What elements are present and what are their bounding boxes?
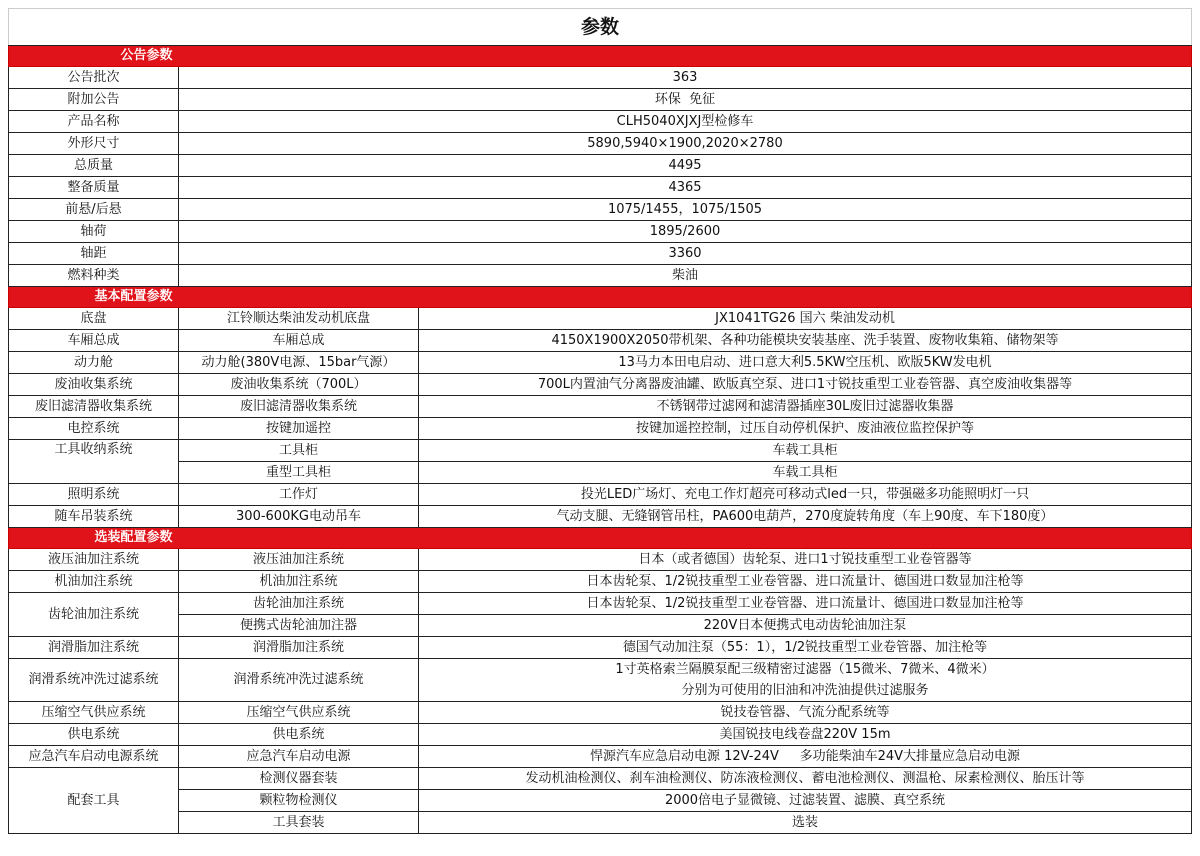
- system-cell: 齿轮油加注系统: [9, 593, 179, 637]
- table-row: [9, 746, 1192, 768]
- item-cell: 车厢总成: [179, 330, 419, 352]
- table-row: [9, 790, 1192, 812]
- desc-cell: 4150X1900X2050带机架、各种功能模块安装基座、洗手装置、废物收集箱、储物架等: [419, 330, 1192, 352]
- table-row: [9, 571, 1192, 593]
- desc-cell: 锐技卷管器、气流分配系统等: [419, 702, 1192, 724]
- item-cell: 按键加遥控: [179, 418, 419, 440]
- page-title: 参数: [9, 9, 1192, 46]
- row-label: 轴荷: [9, 221, 179, 243]
- table-row: [9, 352, 1192, 374]
- item-cell: 液压油加注系统: [179, 549, 419, 571]
- system-cell: 车厢总成: [9, 330, 179, 352]
- desc-cell: 不锈钢带过滤网和滤清器插座30L废旧过滤器收集器: [419, 396, 1192, 418]
- table-row: [9, 659, 1192, 681]
- row-label: 外形尺寸: [9, 133, 179, 155]
- table-row: [9, 615, 1192, 637]
- row-label: 公告批次: [9, 67, 179, 89]
- row-label: 总质量: [9, 155, 179, 177]
- desc-cell: 2000倍电子显微镜、过滤装置、滤膜、真空系统: [419, 790, 1192, 812]
- section-title: 公告参数: [9, 46, 179, 67]
- desc-cell: 发动机油检测仪、刹车油检测仪、防冻液检测仪、蓄电池检测仪、测温枪、尿素检测仪、胎压计等: [419, 768, 1192, 790]
- item-cell: 润滑脂加注系统: [179, 637, 419, 659]
- item-cell: 工具柜: [179, 440, 419, 462]
- system-cell: 电控系统: [9, 418, 179, 440]
- table-row: [9, 243, 1192, 265]
- row-value: 4365: [179, 177, 1192, 199]
- desc-cell: JX1041TG26 国六 柴油发动机: [419, 308, 1192, 330]
- item-cell: 江铃顺达柴油发动机底盘: [179, 308, 419, 330]
- item-cell: 便携式齿轮油加注器: [179, 615, 419, 637]
- row-value: 1075/1455，1075/1505: [179, 199, 1192, 221]
- table-row: [9, 702, 1192, 724]
- system-cell: 机油加注系统: [9, 571, 179, 593]
- row-label: 前悬/后悬: [9, 199, 179, 221]
- table-row: [9, 133, 1192, 155]
- item-cell: 应急汽车启动电源: [179, 746, 419, 768]
- table-row: [9, 111, 1192, 133]
- desc-cell: 1寸英格索兰隔膜泵配三级精密过滤器（15微米、7微米、4微米）: [419, 659, 1192, 681]
- row-value: 5890,5940×1900,2020×2780: [179, 133, 1192, 155]
- item-cell: 动力舱(380V电源、15bar气源）: [179, 352, 419, 374]
- table-row: [9, 177, 1192, 199]
- table-row: [9, 637, 1192, 659]
- table-row: [9, 89, 1192, 111]
- row-label: 产品名称: [9, 111, 179, 133]
- row-label: 整备质量: [9, 177, 179, 199]
- system-cell: 废旧滤清器收集系统: [9, 396, 179, 418]
- table-row: [9, 593, 1192, 615]
- title-row: [9, 9, 1192, 46]
- section-title: 选装配置参数: [9, 528, 179, 549]
- desc-cell: 投光LED广场灯、充电工作灯超亮可移动式led一只，带强磁多功能照明灯一只: [419, 484, 1192, 506]
- table-row: [9, 724, 1192, 746]
- table-row: [9, 768, 1192, 790]
- row-label: 燃料种类: [9, 265, 179, 287]
- desc-cell: 日本（或者德国）齿轮泵、进口1寸锐技重型工业卷管器等: [419, 549, 1192, 571]
- table-row: [9, 265, 1192, 287]
- desc-cell: 车载工具柜: [419, 440, 1192, 462]
- row-value: 3360: [179, 243, 1192, 265]
- desc-cell: 分别为可使用的旧油和冲洗油提供过滤服务: [419, 680, 1192, 702]
- table-row: [9, 549, 1192, 571]
- item-cell: 供电系统: [179, 724, 419, 746]
- desc-cell: 13马力本田电启动、进口意大利5.5KW空压机、欧版5KW发电机: [419, 352, 1192, 374]
- desc-cell: 日本齿轮泵、1/2锐技重型工业卷管器、进口流量计、德国进口数显加注枪等: [419, 593, 1192, 615]
- desc-cell: 气动支腿、无缝钢管吊柱，PA600电葫芦，270度旋转角度（车上90度、车下180度）: [419, 506, 1192, 528]
- row-label: 附加公告: [9, 89, 179, 111]
- desc-cell: 车载工具柜: [419, 462, 1192, 484]
- system-cell: 底盘: [9, 308, 179, 330]
- table-row: [9, 199, 1192, 221]
- item-cell: 润滑系统冲洗过滤系统: [179, 659, 419, 702]
- desc-cell: 220V日本便携式电动齿轮油加注泵: [419, 615, 1192, 637]
- row-value: 1895/2600: [179, 221, 1192, 243]
- desc-cell: 日本齿轮泵、1/2锐技重型工业卷管器、进口流量计、德国进口数显加注枪等: [419, 571, 1192, 593]
- item-cell: 废油收集系统（700L）: [179, 374, 419, 396]
- table-row: [9, 418, 1192, 440]
- desc-cell: 700L内置油气分离器废油罐、欧版真空泵、进口1寸锐技重型工业卷管器、真空废油收集器等: [419, 374, 1192, 396]
- section-header-basic: [9, 287, 1192, 308]
- desc-cell: 按键加遥控控制，过压自动停机保护、废油液位监控保护等: [419, 418, 1192, 440]
- desc-cell: 悍源汽车应急启动电源 12V-24V 多功能柴油车24V大排量应急启动电源: [419, 746, 1192, 768]
- system-cell: 工具收纳系统: [9, 440, 179, 484]
- item-cell: 废旧滤清器收集系统: [179, 396, 419, 418]
- table-row: [9, 462, 1192, 484]
- item-cell: 检测仪器套装: [179, 768, 419, 790]
- table-row: [9, 330, 1192, 352]
- system-cell: 废油收集系统: [9, 374, 179, 396]
- item-cell: 机油加注系统: [179, 571, 419, 593]
- item-cell: 300-600KG电动吊车: [179, 506, 419, 528]
- table-row: [9, 374, 1192, 396]
- row-label: 轴距: [9, 243, 179, 265]
- system-cell: 液压油加注系统: [9, 549, 179, 571]
- table-row: [9, 396, 1192, 418]
- table-row: [9, 155, 1192, 177]
- item-cell: 重型工具柜: [179, 462, 419, 484]
- table-row: [9, 67, 1192, 89]
- table-row: [9, 506, 1192, 528]
- system-cell: 应急汽车启动电源系统: [9, 746, 179, 768]
- table-row: [9, 221, 1192, 243]
- desc-cell: 选装: [419, 812, 1192, 834]
- system-cell: 配套工具: [9, 768, 179, 834]
- row-value: 4495: [179, 155, 1192, 177]
- desc-cell: 美国锐技电线卷盘220V 15m: [419, 724, 1192, 746]
- item-cell: 颗粒物检测仪: [179, 790, 419, 812]
- item-cell: 压缩空气供应系统: [179, 702, 419, 724]
- row-value: 柴油: [179, 265, 1192, 287]
- parameter-table: [8, 8, 1192, 834]
- desc-cell: 德国气动加注泵（55：1），1/2锐技重型工业卷管器、加注枪等: [419, 637, 1192, 659]
- table-row: [9, 308, 1192, 330]
- section-title: 基本配置参数: [9, 287, 179, 308]
- row-value: CLH5040XJXJ型检修车: [179, 111, 1192, 133]
- system-cell: 压缩空气供应系统: [9, 702, 179, 724]
- item-cell: 齿轮油加注系统: [179, 593, 419, 615]
- table-row: [9, 484, 1192, 506]
- system-cell: 润滑脂加注系统: [9, 637, 179, 659]
- table-row: [9, 812, 1192, 834]
- item-cell: 工作灯: [179, 484, 419, 506]
- system-cell: 动力舱: [9, 352, 179, 374]
- row-value: 环保 免征: [179, 89, 1192, 111]
- section-header-optional: [9, 528, 1192, 549]
- system-cell: 照明系统: [9, 484, 179, 506]
- table-row: [9, 440, 1192, 462]
- row-value: 363: [179, 67, 1192, 89]
- system-cell: 随车吊装系统: [9, 506, 179, 528]
- item-cell: 工具套装: [179, 812, 419, 834]
- system-cell: 润滑系统冲洗过滤系统: [9, 659, 179, 702]
- system-cell: 供电系统: [9, 724, 179, 746]
- parameter-sheet: [8, 8, 1191, 834]
- section-header-announcement: [9, 46, 1192, 67]
